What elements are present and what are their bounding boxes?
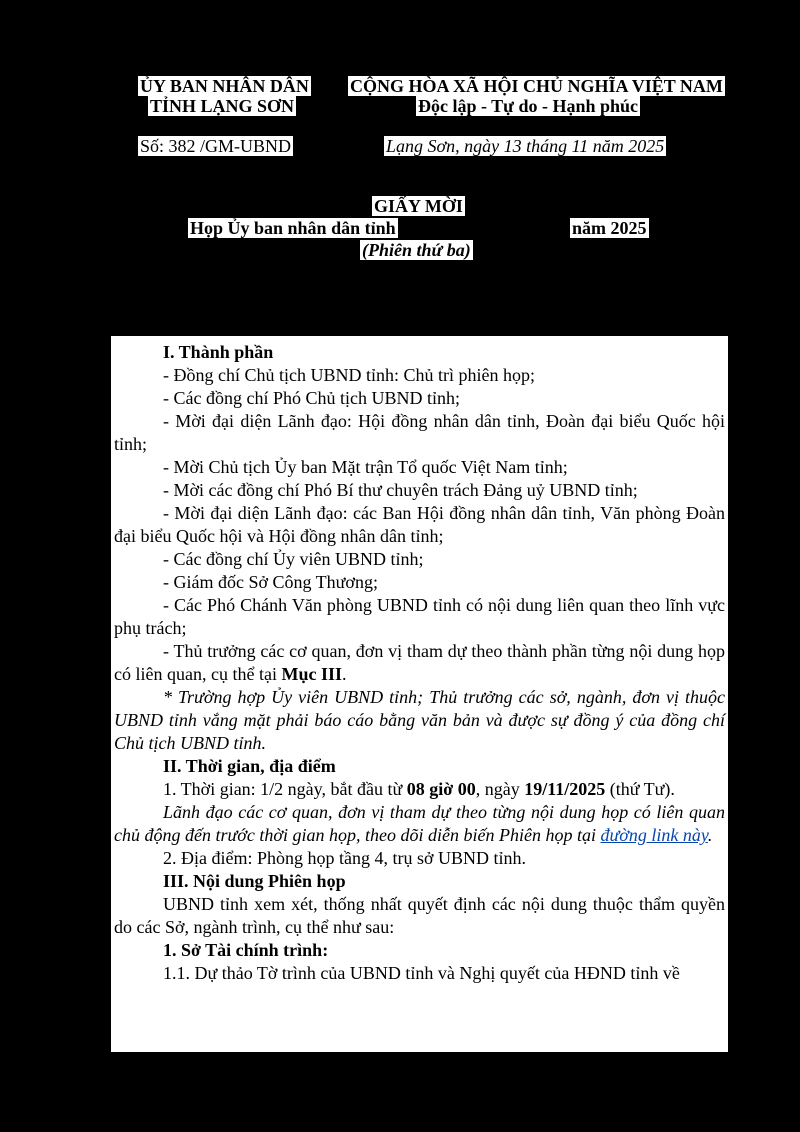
participant-item: - Đồng chí Chủ tịch UBND tỉnh: Chủ trì phiên họp; — [163, 365, 535, 385]
participant-item: - Các đồng chí Phó Chủ tịch UBND tỉnh; — [163, 388, 460, 408]
attendance-note-end: . — [707, 825, 713, 845]
meeting-weekday: (thứ Tư). — [605, 779, 675, 799]
agenda-subheading-finance: 1. Sở Tài chính trình: — [163, 940, 329, 960]
national-motto: Độc lập - Tự do - Hạnh phúc — [418, 96, 639, 116]
participant-item: - Các Phó Chánh Văn phòng UBND tỉnh có nội dung liên quan theo lĩnh vực phụ trách; — [114, 595, 725, 638]
participant-item-end: . — [341, 664, 347, 684]
document-body — [111, 336, 728, 1052]
national-title: CỘNG HÒA XÃ HỘI CHỦ NGHĨA VIỆT NAM — [350, 76, 723, 96]
document-body-text — [114, 341, 725, 985]
section-reference: Mục III — [281, 664, 342, 684]
attendance-note — [114, 801, 725, 847]
agenda-intro: UBND tỉnh xem xét, thống nhất quyết định các nội dung thuộc thẩm quyền do các Sở, ngành trình, cụ thể như sau: — [114, 894, 725, 937]
agenda-item: 1.1. Dự thảo Tờ trình của UBND tỉnh và Nghị quyết của HĐND tỉnh về — [163, 963, 680, 983]
document-title-start: Họp Ủy ban nhân dân tỉnh — [190, 218, 396, 238]
absence-note: * Trường hợp Ủy viên UBND tỉnh; Thủ trưởng các sở, ngành, đơn vị thuộc UBND tỉnh vắng mặt phải báo cáo bằng văn bản và được sự đồng ý của đồng chí Chủ tịch UBND tỉnh. — [114, 687, 725, 753]
section-heading-agenda: III. Nội dung Phiên họp — [163, 871, 346, 891]
session-label: (Phiên thứ ba) — [362, 240, 471, 260]
meeting-hour: 08 giờ 00 — [406, 779, 476, 799]
livestream-link[interactable]: đường link này — [600, 825, 708, 845]
meeting-time-sep: , ngày — [475, 779, 525, 799]
participant-item: - Mời đại diện Lãnh đạo: Hội đồng nhân dân tỉnh, Đoàn đại biểu Quốc hội tỉnh; — [114, 411, 725, 454]
document-type: GIẤY MỜI — [374, 196, 463, 216]
participant-item-text: - Thủ trưởng các cơ quan, đơn vị tham dự theo thành phần từng nội dung họp có liên quan, cụ thể tại — [114, 641, 725, 684]
meeting-time-label: 1. Thời gian: 1/2 ngày, bắt đầu từ — [163, 779, 407, 799]
participant-item: - Các đồng chí Ủy viên UBND tỉnh; — [163, 549, 424, 569]
meeting-location: 2. Địa điểm: Phòng họp tầng 4, trụ sở UBND tỉnh. — [163, 848, 527, 868]
participant-item: - Giám đốc Sở Công Thương; — [163, 572, 378, 592]
meeting-time — [114, 778, 725, 801]
participant-item: - Mời đại diện Lãnh đạo: các Ban Hội đồng nhân dân tỉnh, Văn phòng Đoàn đại biểu Quốc hội và Hội đồng nhân dân tỉnh; — [114, 503, 725, 546]
attendance-note-text: Lãnh đạo các cơ quan, đơn vị tham dự theo từng nội dung họp có liên quan chủ động đến trước thời gian họp, theo dõi diễn biến Phiên họp tại — [114, 802, 725, 845]
document-number: Số: 382 /GM-UBND — [140, 136, 292, 156]
issuer-name-line2: TỈNH LẠNG SƠN — [150, 96, 295, 116]
document-title-end: năm 2025 — [572, 218, 647, 238]
meeting-date: 19/11/2025 — [524, 779, 606, 799]
participant-item: - Mời Chủ tịch Ủy ban Mặt trận Tổ quốc Việt Nam tỉnh; — [163, 457, 568, 477]
section-heading-time-place: II. Thời gian, địa điểm — [163, 756, 336, 776]
participant-item: - Mời các đồng chí Phó Bí thư chuyên trách Đảng uỷ UBND tỉnh; — [163, 480, 638, 500]
issuer-name-line1: ỦY BAN NHÂN DÂN — [140, 76, 309, 96]
section-heading-participants: I. Thành phần — [163, 342, 274, 362]
participant-item — [114, 640, 725, 686]
place-and-date: Lạng Sơn, ngày 13 tháng 11 năm 2025 — [386, 136, 665, 156]
